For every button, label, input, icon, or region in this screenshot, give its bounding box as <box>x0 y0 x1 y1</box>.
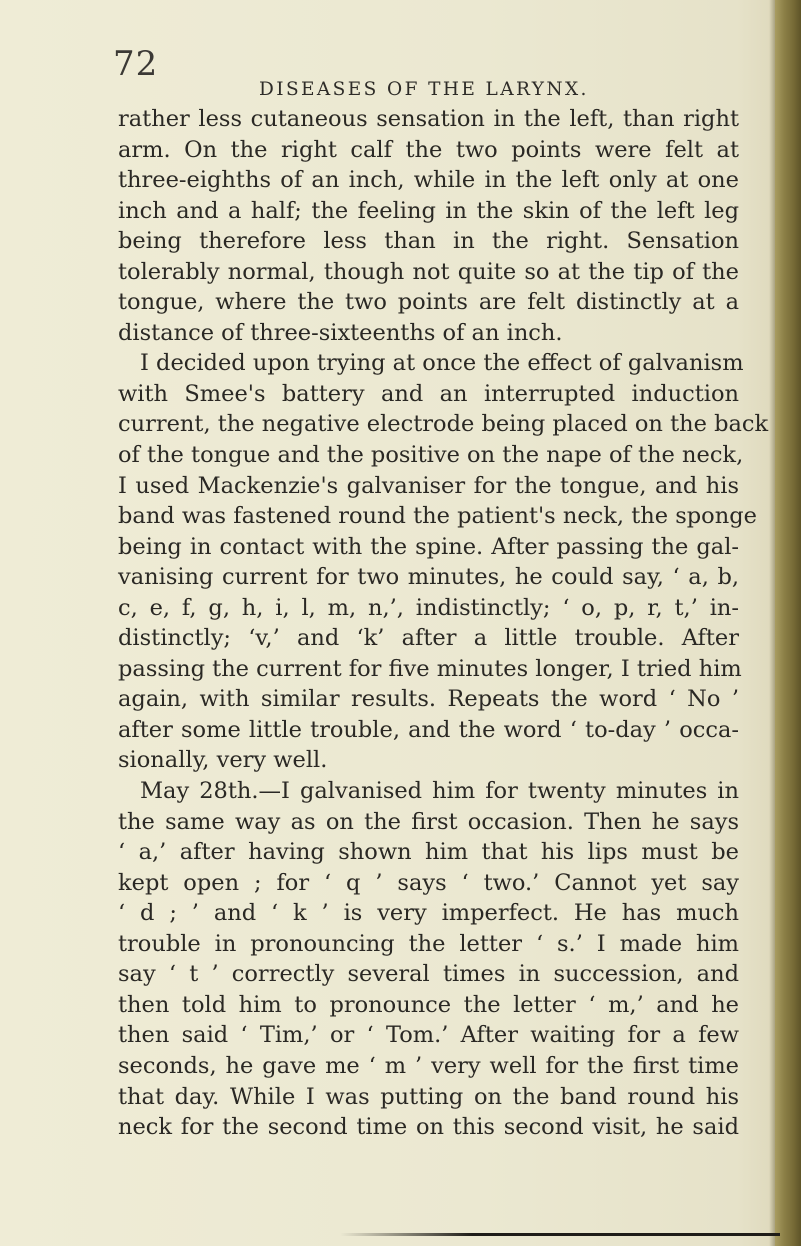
text-line: after some little trouble, and the word ‘ to-day ’ occa- <box>118 716 739 743</box>
text-line: three-eighths of an inch, while in the left only at one <box>118 167 739 194</box>
text-line: I used Mackenzie's galvaniser for the tongue, and his <box>118 472 739 499</box>
text-line: trouble in pronouncing the letter ‘ s.’ I made him <box>118 930 739 957</box>
text-line: say ‘ t ’ correctly several times in succession, and <box>118 961 739 988</box>
text-line: current, the negative electrode being placed on the back <box>118 411 769 438</box>
text-line: being therefore less than in the right. Sensation <box>118 228 739 255</box>
text-line: sionally, very well. <box>118 747 328 774</box>
text-line: seconds, he gave me ‘ m ’ very well for the first time <box>118 1052 739 1079</box>
text-line: c, e, f, g, h, i, l, m, n,’, indistinctly; ‘ o, p, r, t,’ in- <box>118 594 739 621</box>
text-line: arm. On the right calf the two points were felt at <box>118 136 739 163</box>
text-line: ‘ a,’ after having shown him that his lips must be <box>118 839 739 866</box>
page-number: 72 <box>113 44 159 84</box>
text-line: that day. While I was putting on the band round his <box>118 1083 739 1110</box>
text-line: rather less cutaneous sensation in the left, than right <box>118 106 739 132</box>
text-line: neck for the second time on this second visit, he said <box>118 1114 739 1141</box>
text-line: kept open ; for ‘ q ’ says ‘ two.’ Cannot yet say <box>118 869 739 896</box>
text-line: with Smee's battery and an interrupted induction <box>118 380 739 407</box>
text-line: distinctly; ‘v,’ and ‘k’ after a little trouble. After <box>118 625 739 652</box>
text-line: tolerably normal, though not quite so at the tip of the <box>118 258 739 285</box>
text-line: May 28th.—I galvanised him for twenty minutes in <box>140 778 739 805</box>
page-bottom-edge <box>340 1233 780 1236</box>
text-line: inch and a half; the feeling in the skin of the left leg <box>118 197 739 224</box>
text-line: distance of three-sixteenths of an inch. <box>118 319 563 346</box>
text-line: the same way as on the first occasion. Then he says <box>118 808 739 835</box>
running-title: DISEASES OF THE LARYNX. <box>259 79 589 100</box>
text-line: vanising current for two minutes, he could say, ‘ a, b, <box>118 564 739 591</box>
text-line: band was fastened round the patient's neck, the sponge <box>118 503 757 530</box>
text-line: of the tongue and the positive on the nape of the neck, <box>118 442 744 469</box>
text-line: then told him to pronounce the letter ‘ m,’ and he <box>118 991 739 1018</box>
page-binding-edge <box>775 0 801 1246</box>
body-text <box>118 104 769 1143</box>
text-line: I decided upon trying at once the effect of galvanism <box>140 350 744 377</box>
text-line: being in contact with the spine. After passing the gal- <box>118 533 739 560</box>
text-line: tongue, where the two points are felt distinctly at a <box>118 289 739 316</box>
text-line: then said ‘ Tim,’ or ‘ Tom.’ After waiting for a few <box>118 1022 739 1049</box>
text-line: ‘ d ; ’ and ‘ k ’ is very imperfect. He has much <box>118 900 739 927</box>
text-line: again, with similar results. Repeats the word ‘ No ’ <box>118 686 739 713</box>
text-line: passing the current for five minutes longer, I tried him <box>118 655 742 682</box>
